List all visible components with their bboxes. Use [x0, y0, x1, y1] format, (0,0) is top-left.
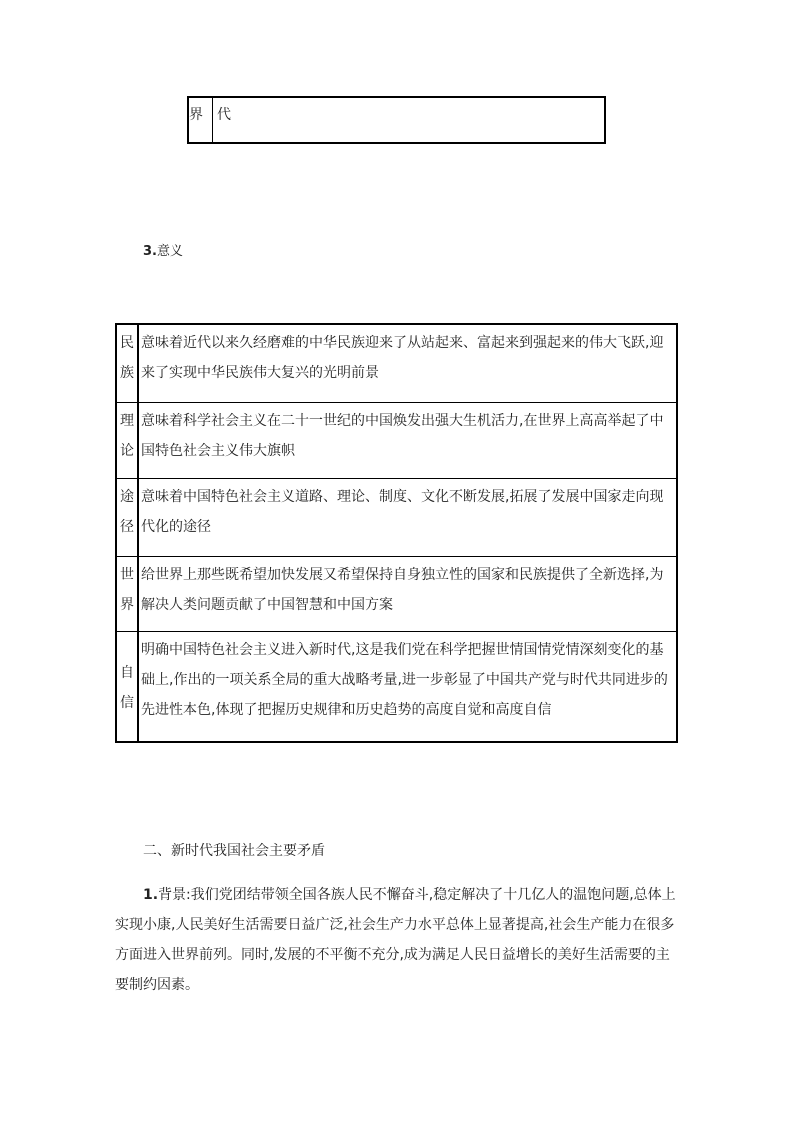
background-paragraph: [115, 880, 678, 1000]
row-label: 世界: [117, 557, 139, 631]
table-row: [117, 402, 676, 478]
paragraph-number: 1.: [143, 887, 159, 903]
row-text: 意味着近代以来久经磨难的中华民族迎来了从站起来、富起来到强起来的伟大飞跃,迎来了实现中华民族伟大复兴的光明前景: [141, 335, 664, 381]
top-table-left-cell: 界: [189, 98, 213, 142]
significance-table: [115, 323, 678, 743]
section-heading-significance: [143, 240, 183, 259]
row-text: 明确中国特色社会主义进入新时代,这是我们党在科学把握世情国情党情深刻变化的基础上,作出的一项关系全局的重大战略考量,进一步彰显了中国共产党与时代共同进步的先进性本色,体现了把握历史规律和历史趋势的高度自觉和高度自信: [141, 642, 668, 718]
row-text: 给世界上那些既希望加快发展又希望保持自身独立性的国家和民族提供了全新选择,为解决人类问题贡献了中国智慧和中国方案: [141, 567, 664, 613]
table-row: [117, 631, 676, 741]
row-label: 自信: [117, 632, 139, 741]
row-label: 民族: [117, 325, 139, 402]
top-table-fragment: [187, 96, 606, 144]
heading-title: 意义: [156, 244, 183, 259]
top-table-right-cell: 代: [217, 107, 231, 123]
row-text: 意味着科学社会主义在二十一世纪的中国焕发出强大生机活力,在世界上高高举起了中国特色社会主义伟大旗帜: [141, 413, 664, 459]
table-row: [117, 478, 676, 556]
row-text: 意味着中国特色社会主义道路、理论、制度、文化不断发展,拓展了发展中国家走向现代化的途径: [141, 489, 664, 535]
section-heading-main-contradiction: 二、新时代我国社会主要矛盾: [143, 843, 325, 859]
heading-number: 3.: [143, 244, 157, 259]
table-row: [117, 325, 676, 402]
row-label: 途径: [117, 479, 139, 556]
row-label: 理论: [117, 403, 139, 478]
paragraph-text: 背景:我们党团结带领全国各族人民不懈奋斗,稳定解决了十几亿人的温饱问题,总体上实现小康,人民美好生活需要日益广泛,社会生产力水平总体上显著提高,社会生产能力在很多方面进入世界前列。同时,发展的不平衡不充分,成为满足人民日益增长的美好生活需要的主要制约因素。: [115, 887, 676, 993]
table-row: [117, 556, 676, 631]
